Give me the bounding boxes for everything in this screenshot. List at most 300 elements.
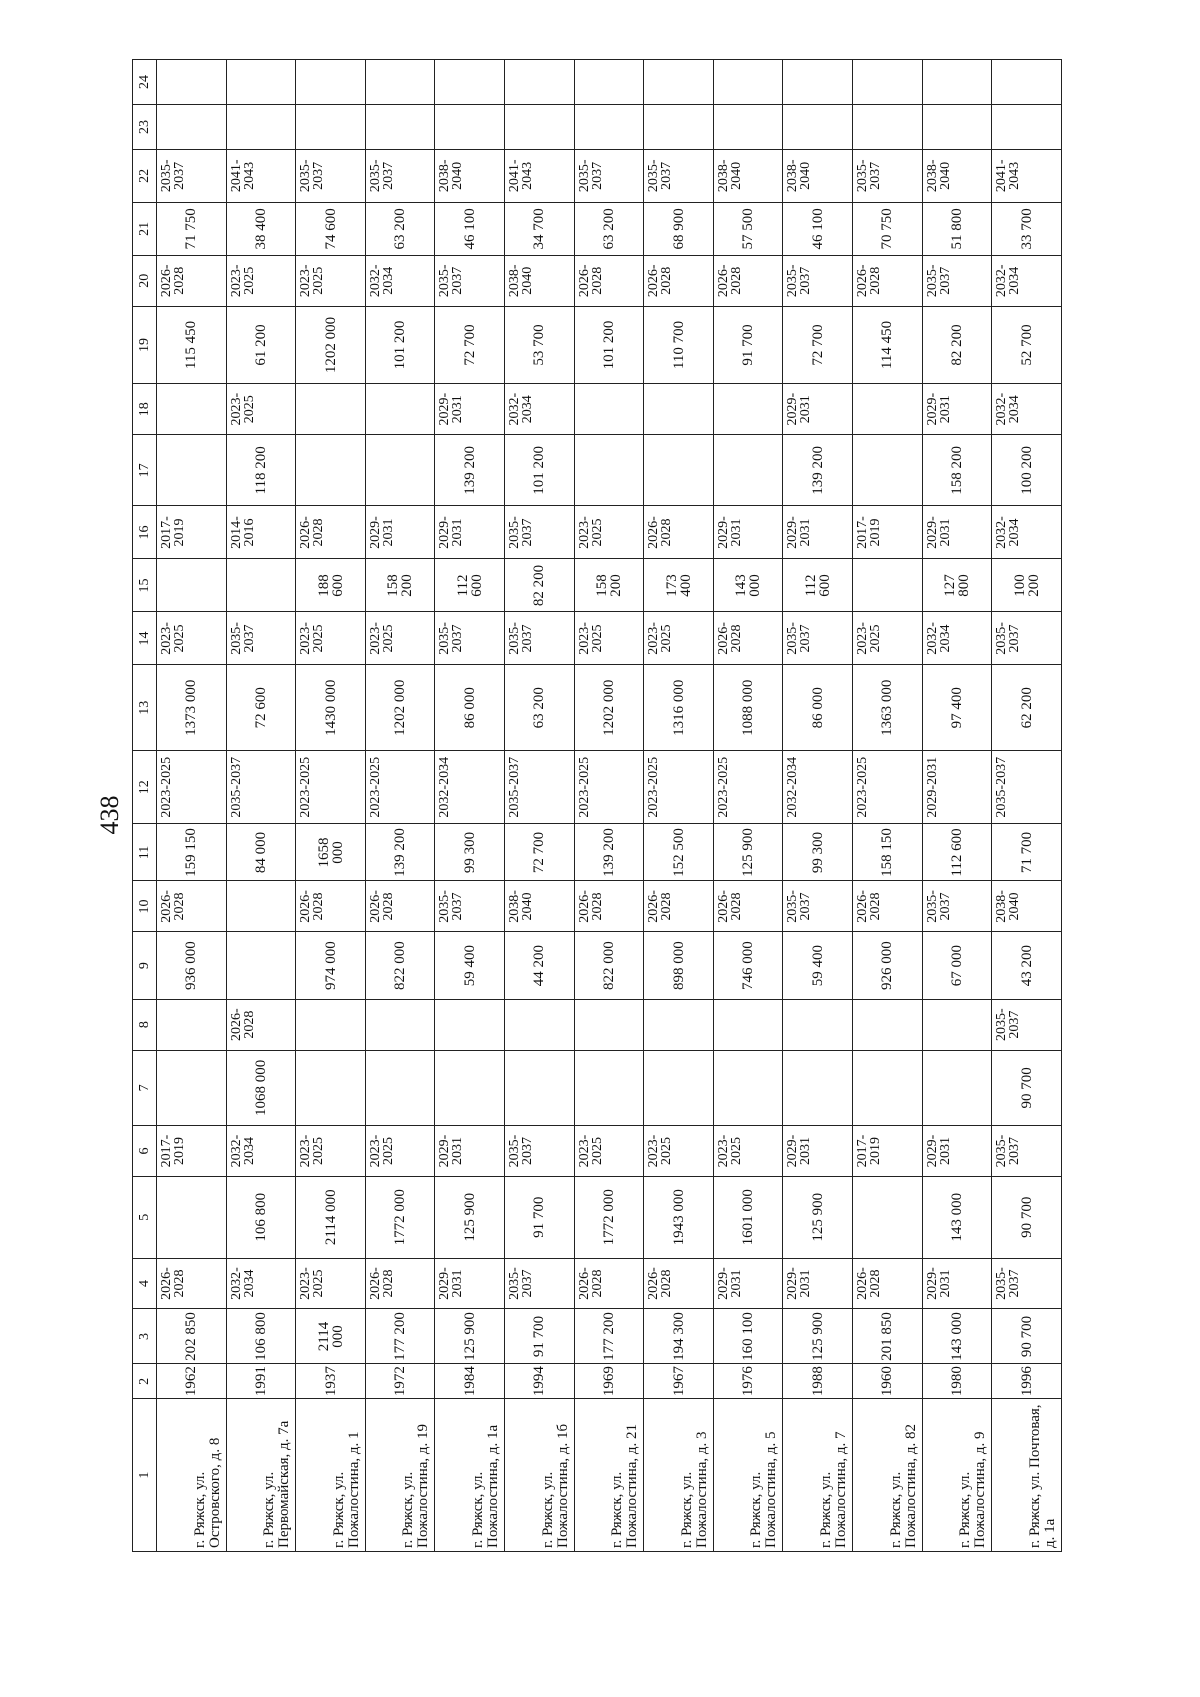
value-cell: 33 700 — [992, 202, 1062, 255]
value-cell: 1088 000 — [713, 665, 783, 751]
table-row — [644, 60, 714, 1552]
period-cell — [713, 384, 783, 435]
period-cell: 2023-2025 — [713, 1126, 783, 1177]
column-header: 6 — [133, 1126, 157, 1177]
value-cell — [365, 435, 435, 506]
value-cell: 1988 — [783, 1364, 853, 1399]
period-cell: 2026-2028 — [157, 881, 227, 932]
value-cell: 110 700 — [644, 306, 714, 383]
value-cell — [226, 60, 296, 105]
value-cell: 1601 000 — [713, 1177, 783, 1259]
column-header: 12 — [133, 751, 157, 824]
value-cell: 38 400 — [226, 202, 296, 255]
value-cell: 1943 000 — [644, 1177, 714, 1259]
value-cell: 86 000 — [783, 665, 853, 751]
value-cell: 112 600 — [435, 559, 505, 612]
value-cell — [505, 1050, 575, 1125]
value-cell: 101 200 — [505, 435, 575, 506]
period-cell: 2017-2019 — [853, 506, 923, 559]
column-header: 3 — [133, 1309, 157, 1364]
column-header: 2 — [133, 1364, 157, 1399]
value-cell: 194 300 — [644, 1309, 714, 1364]
period-cell: 2026-2028 — [644, 255, 714, 306]
period-cell: 2023-2025 — [226, 255, 296, 306]
period-cell: 2029-2031 — [922, 1126, 992, 1177]
value-cell: 1996 — [992, 1364, 1062, 1399]
address-cell: г. Ряжск, ул. Пожалостина, д. 82 — [853, 1399, 923, 1552]
period-cell: 2026-2028 — [713, 612, 783, 665]
value-cell — [853, 435, 923, 506]
value-cell — [853, 1177, 923, 1259]
period-cell: 2029-2031 — [783, 506, 853, 559]
period-cell: 2023-2025 — [574, 1126, 644, 1177]
value-cell — [853, 60, 923, 105]
value-cell: 112 600 — [922, 824, 992, 881]
period-cell: 2029-2031 — [435, 1258, 505, 1309]
period-cell: 2038-2040 — [992, 881, 1062, 932]
value-cell: 139 200 — [365, 824, 435, 881]
value-cell — [296, 105, 366, 150]
period-cell: 2017-2019 — [157, 1126, 227, 1177]
value-cell: 202 850 — [157, 1309, 227, 1364]
period-cell: 2029-2031 — [783, 1258, 853, 1309]
value-cell: 67 000 — [922, 932, 992, 999]
value-cell — [157, 1177, 227, 1259]
value-cell — [296, 435, 366, 506]
period-cell: 2035-2037 — [226, 751, 296, 824]
value-cell: 125 900 — [435, 1309, 505, 1364]
value-cell: 1430 000 — [296, 665, 366, 751]
period-cell: 2035-2037 — [505, 751, 575, 824]
period-cell — [296, 384, 366, 435]
period-cell: 2023-2025 — [365, 1126, 435, 1177]
period-cell: 2023-2025 — [644, 612, 714, 665]
value-cell: 63 200 — [505, 665, 575, 751]
period-cell — [365, 384, 435, 435]
value-cell: 1068 000 — [226, 1050, 296, 1125]
period-cell: 2029-2031 — [922, 1258, 992, 1309]
value-cell: 1316 000 — [644, 665, 714, 751]
value-cell — [713, 60, 783, 105]
value-cell: 106 800 — [226, 1177, 296, 1259]
period-cell: 2026-2028 — [296, 506, 366, 559]
period-cell: 2035-2037 — [435, 881, 505, 932]
address-cell: г. Ряжск, ул. Пожалостина, д. 5 — [713, 1399, 783, 1552]
value-cell: 1994 — [505, 1364, 575, 1399]
value-cell: 84 000 — [226, 824, 296, 881]
value-cell — [713, 435, 783, 506]
column-header: 19 — [133, 306, 157, 383]
address-cell: г. Ряжск, ул. Первомайская, д. 7а — [226, 1399, 296, 1552]
value-cell: 61 200 — [226, 306, 296, 383]
period-cell: 2026-2028 — [713, 881, 783, 932]
period-cell: 2035-2037 — [853, 149, 923, 202]
value-cell: 114 450 — [853, 306, 923, 383]
value-cell: 201 850 — [853, 1309, 923, 1364]
value-cell — [992, 105, 1062, 150]
value-cell — [783, 105, 853, 150]
period-cell: 2035-2037 — [505, 1258, 575, 1309]
period-cell: 2026-2028 — [226, 999, 296, 1050]
value-cell — [226, 105, 296, 150]
value-cell: 1937 — [296, 1364, 366, 1399]
period-cell: 2038-2040 — [505, 881, 575, 932]
value-cell — [365, 60, 435, 105]
value-cell: 974 000 — [296, 932, 366, 999]
period-cell: 2026-2028 — [157, 255, 227, 306]
header-row — [133, 60, 157, 1552]
period-cell: 2029-2031 — [435, 1126, 505, 1177]
table-row — [296, 60, 366, 1552]
value-cell — [992, 60, 1062, 105]
period-cell — [157, 384, 227, 435]
value-cell: 59 400 — [435, 932, 505, 999]
period-cell: 2038-2040 — [713, 149, 783, 202]
value-cell: 177 200 — [365, 1309, 435, 1364]
period-cell: 2023-2025 — [296, 1258, 366, 1309]
value-cell: 1969 — [574, 1364, 644, 1399]
period-cell: 2026-2028 — [644, 1258, 714, 1309]
address-cell: г. Ряжск, ул. Пожалостина, д. 3 — [644, 1399, 714, 1552]
value-cell — [296, 60, 366, 105]
value-cell: 51 800 — [922, 202, 992, 255]
value-cell: 188 600 — [296, 559, 366, 612]
period-cell: 2026-2028 — [853, 1258, 923, 1309]
value-cell: 127 800 — [922, 559, 992, 612]
period-cell: 2035-2037 — [992, 612, 1062, 665]
period-cell: 2035-2037 — [992, 999, 1062, 1050]
period-cell — [922, 999, 992, 1050]
period-cell: 2026-2028 — [574, 881, 644, 932]
period-cell: 2023-2025 — [296, 255, 366, 306]
value-cell: 118 200 — [226, 435, 296, 506]
value-cell: 1980 — [922, 1364, 992, 1399]
column-header: 7 — [133, 1050, 157, 1125]
period-cell: 2029-2031 — [922, 751, 992, 824]
address-cell: г. Ряжск, ул. Пожалостина, д. 1а — [435, 1399, 505, 1552]
period-cell: 2035-2037 — [296, 149, 366, 202]
period-cell — [574, 384, 644, 435]
table-row — [713, 60, 783, 1552]
column-header: 18 — [133, 384, 157, 435]
value-cell: 158 200 — [365, 559, 435, 612]
period-cell — [853, 999, 923, 1050]
table-row — [574, 60, 644, 1552]
value-cell — [157, 435, 227, 506]
period-cell — [505, 999, 575, 1050]
period-cell: 2023-2025 — [644, 751, 714, 824]
table-row — [992, 60, 1062, 1552]
period-cell: 2035-2037 — [644, 149, 714, 202]
value-cell: 1991 — [226, 1364, 296, 1399]
value-cell — [226, 932, 296, 999]
table-body — [157, 60, 1062, 1552]
table-row — [365, 60, 435, 1552]
period-cell: 2035-2037 — [226, 612, 296, 665]
period-cell: 2029-2031 — [783, 1126, 853, 1177]
value-cell: 72 700 — [435, 306, 505, 383]
period-cell: 2032-2034 — [992, 506, 1062, 559]
value-cell: 1202 000 — [365, 665, 435, 751]
period-cell: 2035-2037 — [992, 1258, 1062, 1309]
value-cell: 46 100 — [783, 202, 853, 255]
value-cell: 158 200 — [922, 435, 992, 506]
period-cell — [713, 999, 783, 1050]
column-header: 9 — [133, 932, 157, 999]
value-cell: 101 200 — [365, 306, 435, 383]
value-cell: 71 750 — [157, 202, 227, 255]
value-cell: 68 900 — [644, 202, 714, 255]
value-cell: 1976 — [713, 1364, 783, 1399]
value-cell: 1363 000 — [853, 665, 923, 751]
period-cell: 2035-2037 — [157, 149, 227, 202]
value-cell: 746 000 — [713, 932, 783, 999]
period-cell — [435, 999, 505, 1050]
period-cell: 2035-2037 — [435, 612, 505, 665]
period-cell: 2023-2025 — [644, 1126, 714, 1177]
value-cell: 63 200 — [365, 202, 435, 255]
value-cell: 99 300 — [435, 824, 505, 881]
value-cell — [713, 1050, 783, 1125]
period-cell: 2026-2028 — [365, 881, 435, 932]
period-cell: 2026-2028 — [853, 255, 923, 306]
value-cell: 159 150 — [157, 824, 227, 881]
value-cell: 115 450 — [157, 306, 227, 383]
period-cell: 2032-2034 — [226, 1126, 296, 1177]
value-cell — [157, 1050, 227, 1125]
period-cell: 2032-2034 — [365, 255, 435, 306]
value-cell: 99 300 — [783, 824, 853, 881]
period-cell: 2029-2031 — [713, 506, 783, 559]
period-cell: 2026-2028 — [853, 881, 923, 932]
period-cell: 2035-2037 — [783, 255, 853, 306]
value-cell — [922, 60, 992, 105]
period-cell: 2023-2025 — [296, 751, 366, 824]
value-cell — [644, 105, 714, 150]
value-cell: 106 800 — [226, 1309, 296, 1364]
period-cell: 2035-2037 — [922, 255, 992, 306]
period-cell: 2023-2025 — [574, 506, 644, 559]
value-cell: 1984 — [435, 1364, 505, 1399]
address-cell: г. Ряжск, ул. Почтовая, д. 1а — [992, 1399, 1062, 1552]
value-cell — [644, 435, 714, 506]
value-cell: 125 900 — [783, 1309, 853, 1364]
column-header: 13 — [133, 665, 157, 751]
value-cell: 44 200 — [505, 932, 575, 999]
period-cell: 2035-2037 — [783, 881, 853, 932]
period-cell — [644, 999, 714, 1050]
value-cell: 158 200 — [574, 559, 644, 612]
table-row — [435, 60, 505, 1552]
address-cell: г. Ряжск, ул. Пожалостина, д. 7 — [783, 1399, 853, 1552]
column-header: 4 — [133, 1258, 157, 1309]
value-cell: 1967 — [644, 1364, 714, 1399]
period-cell: 2026-2028 — [157, 1258, 227, 1309]
period-cell: 2026-2028 — [644, 506, 714, 559]
value-cell: 52 700 — [992, 306, 1062, 383]
table-row — [226, 60, 296, 1552]
value-cell: 91 700 — [505, 1177, 575, 1259]
period-cell: 2026-2028 — [574, 255, 644, 306]
value-cell: 926 000 — [853, 932, 923, 999]
value-cell: 71 700 — [992, 824, 1062, 881]
page-number: 438 — [95, 795, 124, 835]
value-cell: 62 200 — [992, 665, 1062, 751]
address-cell: г. Ряжск, ул. Пожалостина, д. 1б — [505, 1399, 575, 1552]
value-cell — [226, 559, 296, 612]
value-cell: 2114 000 — [296, 1309, 366, 1364]
column-header: 15 — [133, 559, 157, 612]
value-cell: 1962 — [157, 1364, 227, 1399]
value-cell — [853, 105, 923, 150]
period-cell: 2026-2028 — [365, 1258, 435, 1309]
value-cell: 822 000 — [574, 932, 644, 999]
value-cell — [922, 1050, 992, 1125]
period-cell: 2032-2034 — [992, 384, 1062, 435]
column-header: 11 — [133, 824, 157, 881]
period-cell — [783, 999, 853, 1050]
value-cell: 1373 000 — [157, 665, 227, 751]
column-header: 5 — [133, 1177, 157, 1259]
column-header: 16 — [133, 506, 157, 559]
value-cell: 46 100 — [435, 202, 505, 255]
rotated-table-container — [132, 59, 1062, 1552]
capital-repair-table — [132, 59, 1062, 1552]
value-cell: 72 700 — [505, 824, 575, 881]
value-cell: 97 400 — [922, 665, 992, 751]
address-cell: г. Ряжск, ул. Пожалостина, д. 9 — [922, 1399, 992, 1552]
table-row — [853, 60, 923, 1552]
column-header: 10 — [133, 881, 157, 932]
table-row — [157, 60, 227, 1552]
period-cell: 2032-2034 — [922, 612, 992, 665]
period-cell: 2032-2034 — [992, 255, 1062, 306]
value-cell — [574, 1050, 644, 1125]
period-cell: 2023-2025 — [574, 612, 644, 665]
period-cell: 2038-2040 — [435, 149, 505, 202]
address-cell: г. Ряжск, ул. Пожалостина, д. 21 — [574, 1399, 644, 1552]
period-cell: 2035-2037 — [435, 255, 505, 306]
period-cell: 2035-2037 — [505, 506, 575, 559]
value-cell — [853, 559, 923, 612]
value-cell: 100 200 — [992, 559, 1062, 612]
period-cell: 2041-2043 — [226, 149, 296, 202]
period-cell: 2035-2037 — [365, 149, 435, 202]
period-cell: 2026-2028 — [644, 881, 714, 932]
value-cell: 74 600 — [296, 202, 366, 255]
period-cell: 2023-2025 — [365, 751, 435, 824]
period-cell: 2017-2019 — [157, 506, 227, 559]
value-cell: 143 000 — [713, 559, 783, 612]
period-cell: 2038-2040 — [783, 149, 853, 202]
value-cell: 898 000 — [644, 932, 714, 999]
period-cell: 2029-2031 — [922, 384, 992, 435]
column-header: 23 — [133, 105, 157, 150]
period-cell: 2041-2043 — [505, 149, 575, 202]
value-cell: 143 000 — [922, 1177, 992, 1259]
period-cell: 2026-2028 — [713, 255, 783, 306]
value-cell — [853, 1050, 923, 1125]
period-cell: 2032-2034 — [505, 384, 575, 435]
value-cell: 86 000 — [435, 665, 505, 751]
value-cell: 90 700 — [992, 1050, 1062, 1125]
period-cell: 2035-2037 — [574, 149, 644, 202]
value-cell: 63 200 — [574, 202, 644, 255]
value-cell — [574, 435, 644, 506]
address-cell: г. Ряжск, ул. Пожалостина, д. 19 — [365, 1399, 435, 1552]
value-cell: 1960 — [853, 1364, 923, 1399]
period-cell: 2023-2025 — [157, 751, 227, 824]
period-cell: 2038-2040 — [922, 149, 992, 202]
period-cell: 2032-2034 — [226, 1258, 296, 1309]
table-row — [505, 60, 575, 1552]
period-cell: 2023-2025 — [296, 1126, 366, 1177]
value-cell: 2114 000 — [296, 1177, 366, 1259]
period-cell: 2023-2025 — [713, 751, 783, 824]
period-cell: 2035-2037 — [505, 1126, 575, 1177]
value-cell: 43 200 — [992, 932, 1062, 999]
value-cell: 125 900 — [435, 1177, 505, 1259]
period-cell: 2035-2037 — [922, 881, 992, 932]
value-cell: 72 700 — [783, 306, 853, 383]
value-cell — [783, 1050, 853, 1125]
value-cell — [157, 60, 227, 105]
period-cell: 2029-2031 — [365, 506, 435, 559]
value-cell: 70 750 — [853, 202, 923, 255]
period-cell — [574, 999, 644, 1050]
period-cell: 2041-2043 — [992, 149, 1062, 202]
value-cell — [435, 60, 505, 105]
value-cell: 90 700 — [992, 1309, 1062, 1364]
value-cell: 91 700 — [505, 1309, 575, 1364]
value-cell: 82 200 — [505, 559, 575, 612]
period-cell: 2035-2037 — [505, 612, 575, 665]
value-cell: 57 500 — [713, 202, 783, 255]
column-header: 22 — [133, 149, 157, 202]
period-cell — [296, 999, 366, 1050]
value-cell — [922, 105, 992, 150]
column-header: 24 — [133, 60, 157, 105]
value-cell — [435, 105, 505, 150]
value-cell: 1772 000 — [574, 1177, 644, 1259]
value-cell — [644, 1050, 714, 1125]
value-cell: 1772 000 — [365, 1177, 435, 1259]
value-cell: 91 700 — [713, 306, 783, 383]
value-cell — [713, 105, 783, 150]
value-cell: 139 200 — [435, 435, 505, 506]
table-row — [922, 60, 992, 1552]
period-cell: 2023-2025 — [853, 612, 923, 665]
value-cell: 177 200 — [574, 1309, 644, 1364]
period-cell: 2014-2016 — [226, 506, 296, 559]
period-cell: 2035-2037 — [992, 751, 1062, 824]
period-cell — [226, 881, 296, 932]
period-cell: 2029-2031 — [713, 1258, 783, 1309]
value-cell: 1202 000 — [574, 665, 644, 751]
value-cell: 82 200 — [922, 306, 992, 383]
value-cell — [505, 60, 575, 105]
period-cell: 2035-2037 — [992, 1126, 1062, 1177]
value-cell: 125 900 — [713, 824, 783, 881]
value-cell: 139 200 — [574, 824, 644, 881]
value-cell — [574, 105, 644, 150]
value-cell — [435, 1050, 505, 1125]
period-cell: 2017-2019 — [853, 1126, 923, 1177]
value-cell: 1972 — [365, 1364, 435, 1399]
period-cell: 2029-2031 — [783, 384, 853, 435]
value-cell: 936 000 — [157, 932, 227, 999]
value-cell: 72 600 — [226, 665, 296, 751]
